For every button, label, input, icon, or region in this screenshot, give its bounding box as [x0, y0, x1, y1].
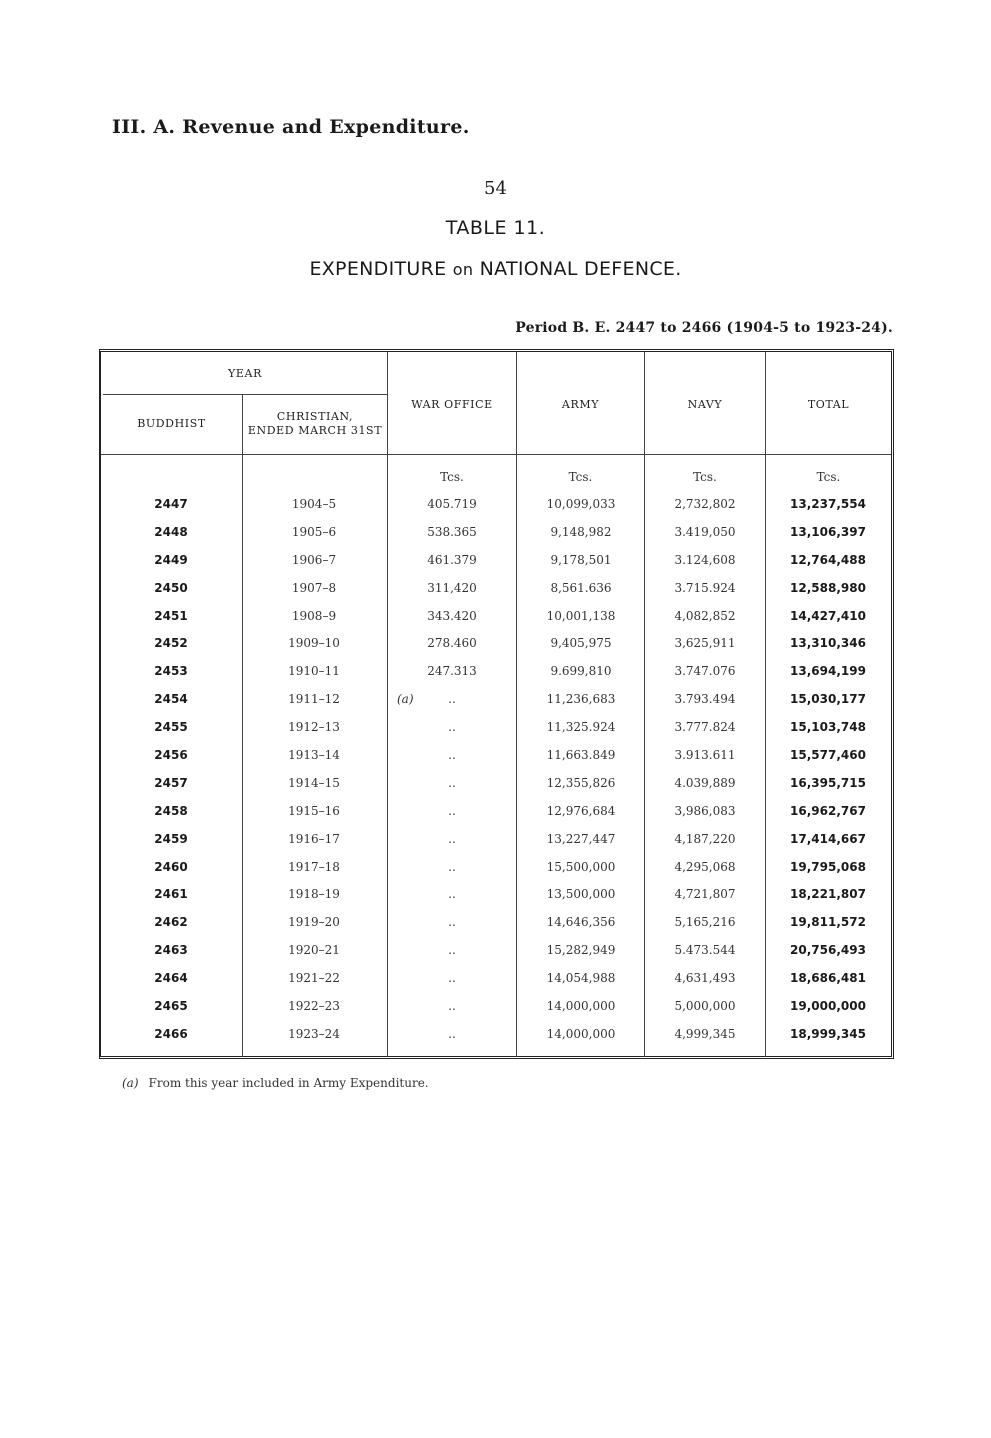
table-row: [101, 965, 891, 993]
cell-navy: 4,187,220: [674, 831, 736, 846]
table-row: [101, 909, 891, 937]
cell-navy: 3.124,608: [674, 552, 736, 567]
cell-navy: 3.777.824: [674, 720, 736, 735]
cell-navy: 3,625,911: [674, 636, 736, 651]
cell-navy: 4,295,068: [674, 859, 736, 874]
cell-navy: 3,986,083: [674, 803, 736, 818]
cell-buddhist: 2455: [154, 720, 188, 735]
cell-war-office: ..: [448, 720, 456, 735]
cell-war-office: ..: [448, 1026, 456, 1041]
table-row: [101, 798, 891, 826]
cell-total: 19,795,068: [790, 859, 866, 874]
cell-war-office: ..: [448, 748, 456, 763]
cell-navy: 4,721,807: [674, 887, 736, 902]
header-total: TOTAL: [807, 398, 850, 411]
cell-army: 10,001,138: [546, 608, 616, 623]
cell-buddhist: 2451: [154, 608, 188, 623]
cell-christian: 1916–17: [288, 831, 340, 846]
cell-navy: 4,082,852: [674, 608, 736, 623]
cell-war-office: ..: [448, 803, 456, 818]
footnote: [122, 1076, 429, 1090]
table-row: [101, 630, 891, 658]
cell-total: 14,427,410: [790, 608, 866, 623]
cell-war-office: 461.379: [427, 552, 477, 567]
cell-army: 13,227,447: [546, 831, 616, 846]
cell-army: 14,000,000: [546, 999, 616, 1014]
cell-buddhist: 2465: [154, 999, 188, 1014]
cell-total: 13,237,554: [790, 497, 866, 511]
cell-navy: 3.747.076: [674, 664, 736, 679]
cell-total: 16,395,715: [790, 775, 866, 790]
table-row: [101, 547, 891, 575]
cell-war-office: ..: [448, 831, 456, 846]
cell-war-office: ..: [448, 859, 456, 874]
cell-total: 18,221,807: [790, 887, 866, 902]
subtitle-part-1: EXPENDITURE: [309, 258, 447, 280]
cell-buddhist: 2456: [154, 748, 188, 763]
cell-total: 15,030,177: [790, 692, 866, 707]
table-row: [101, 742, 891, 770]
cell-total: 13,310,346: [790, 636, 866, 651]
cell-total: 13,106,397: [790, 524, 866, 539]
header-year: YEAR: [228, 367, 262, 380]
cell-army: 14,000,000: [546, 1026, 616, 1041]
cell-buddhist: 2449: [154, 552, 188, 567]
cell-war-office: 405.719: [427, 497, 477, 511]
table-row: [101, 770, 891, 798]
table-row: [101, 658, 891, 686]
cell-war-office: ..: [448, 943, 456, 958]
cell-navy: 3.715.924: [674, 580, 736, 595]
period-caption: Period B. E. 2447 to 2466 (1904-5 to 1923-24).: [515, 320, 893, 336]
section-heading: III. A. Revenue and Expenditure.: [112, 116, 470, 138]
cell-buddhist: 2452: [154, 636, 188, 651]
cell-army: 11,325.924: [546, 720, 616, 735]
header-christian-line2: ENDED MARCH 31ST: [247, 424, 383, 437]
cell-war-office: ..: [448, 999, 456, 1014]
cell-navy: 5,165,216: [674, 915, 736, 930]
cell-war-office: ..: [448, 971, 456, 986]
table-row: [101, 491, 891, 519]
table-row: [101, 686, 891, 714]
cell-army: 14,054,988: [546, 971, 616, 986]
cell-christian: 1906–7: [291, 552, 337, 567]
cell-christian: 1920–21: [288, 943, 340, 958]
cell-buddhist: 2463: [154, 943, 188, 958]
cell-buddhist: 2459: [154, 831, 188, 846]
cell-buddhist: 2464: [154, 971, 188, 986]
cell-buddhist: 2457: [154, 775, 188, 790]
header-buddhist: BUDDHIST: [137, 417, 206, 430]
cell-christian: 1917–18: [288, 859, 340, 874]
page-number: 54: [484, 178, 507, 199]
cell-army: 15,282,949: [546, 943, 616, 958]
cell-christian: 1921–22: [288, 971, 340, 986]
unit-total: Tcs.: [816, 470, 841, 484]
cell-navy: 3.419,050: [674, 524, 736, 539]
cell-buddhist: 2448: [154, 524, 188, 539]
cell-army: 12,355,826: [546, 775, 616, 790]
unit-army: Tcs.: [568, 470, 593, 484]
rule-year-group: [103, 394, 387, 395]
cell-total: 12,764,488: [790, 552, 866, 567]
cell-christian: 1905–6: [291, 524, 337, 539]
table-row: [101, 603, 891, 631]
table-row: [101, 881, 891, 909]
cell-christian: 1914–15: [288, 775, 340, 790]
cell-buddhist: 2466: [154, 1026, 188, 1041]
cell-army: 9.699,810: [550, 664, 612, 679]
table-row: [101, 575, 891, 603]
cell-war-office: 538.365: [427, 524, 477, 539]
cell-navy: 3.913.611: [674, 748, 736, 763]
subtitle-part-2: on: [452, 260, 474, 279]
cell-christian: 1904–5: [291, 497, 337, 511]
header-christian-line1: CHRISTIAN,: [276, 410, 354, 423]
rule-header-bottom: [101, 454, 891, 455]
cell-army: 9,405,975: [550, 636, 612, 651]
cell-christian: 1911–12: [288, 692, 340, 707]
cell-army: 14,646,356: [546, 915, 616, 930]
table-row: [101, 993, 891, 1021]
cell-army: 13,500,000: [546, 887, 616, 902]
cell-christian: 1908–9: [291, 608, 337, 623]
cell-christian: 1922–23: [288, 999, 340, 1014]
unit-navy: Tcs.: [693, 470, 717, 484]
unit-war-office: Tcs.: [440, 470, 464, 484]
cell-total: 15,103,748: [790, 720, 866, 735]
table-row: [101, 519, 891, 547]
cell-total: 18,686,481: [790, 971, 866, 986]
header-army: ARMY: [561, 398, 600, 411]
cell-buddhist: 2460: [154, 859, 188, 874]
cell-buddhist: 2462: [154, 915, 188, 930]
cell-army: 9,148,982: [550, 524, 612, 539]
cell-christian: 1915–16: [288, 803, 340, 818]
table-row: [101, 1021, 891, 1049]
cell-total: 18,999,345: [790, 1026, 866, 1041]
cell-christian: 1918–19: [288, 887, 340, 902]
cell-total: 19,000,000: [790, 999, 866, 1014]
cell-total: 19,811,572: [790, 915, 866, 930]
cell-navy: 4.039,889: [674, 775, 736, 790]
note-marker: (a): [397, 692, 414, 707]
cell-navy: 5,000,000: [674, 999, 736, 1014]
cell-navy: 2,732,802: [674, 497, 736, 511]
cell-christian: 1907–8: [291, 580, 337, 595]
cell-navy: 3.793.494: [674, 692, 736, 707]
cell-war-office: 343.420: [427, 608, 477, 623]
table-row: [101, 714, 891, 742]
table-row: [101, 937, 891, 965]
header-navy: NAVY: [687, 398, 723, 411]
footnote-text: From this year included in Army Expenditure.: [148, 1076, 429, 1090]
cell-buddhist: 2447: [154, 497, 188, 511]
cell-christian: 1910–11: [288, 664, 340, 679]
table-row: [101, 826, 891, 854]
cell-navy: 4,631,493: [674, 971, 736, 986]
cell-total: 13,694,199: [790, 664, 866, 679]
table-body: [101, 491, 891, 1049]
table-subtitle: [0, 258, 991, 280]
cell-christian: 1912–13: [288, 720, 340, 735]
cell-navy: 5.473.544: [674, 943, 736, 958]
cell-total: 20,756,493: [790, 943, 866, 958]
cell-christian: 1923–24: [288, 1026, 340, 1041]
cell-total: 12,588,980: [790, 580, 866, 595]
cell-total: 17,414,667: [790, 831, 866, 846]
cell-army: 8,561.636: [550, 580, 612, 595]
cell-christian: 1919–20: [288, 915, 340, 930]
cell-war-office: 247.313: [427, 664, 477, 679]
cell-war-office: 278.460: [427, 636, 477, 651]
cell-war-office: ..: [448, 692, 456, 707]
table-title: TABLE 11.: [445, 217, 546, 239]
cell-army: 11,236,683: [546, 692, 616, 707]
header-christian: [243, 410, 387, 438]
cell-navy: 4,999,345: [674, 1026, 736, 1041]
cell-buddhist: 2454: [154, 692, 188, 707]
table-row: [101, 854, 891, 882]
cell-buddhist: 2450: [154, 580, 188, 595]
cell-buddhist: 2458: [154, 803, 188, 818]
cell-christian: 1913–14: [288, 748, 340, 763]
subtitle-part-3: NATIONAL DEFENCE.: [479, 258, 682, 280]
cell-buddhist: 2453: [154, 664, 188, 679]
cell-army: 9,178,501: [550, 552, 612, 567]
cell-total: 15,577,460: [790, 748, 866, 763]
cell-total: 16,962,767: [790, 803, 866, 818]
header-war-office: WAR OFFICE: [411, 398, 493, 411]
cell-war-office: ..: [448, 915, 456, 930]
cell-war-office: 311,420: [427, 580, 477, 595]
cell-christian: 1909–10: [288, 636, 340, 651]
cell-war-office: ..: [448, 887, 456, 902]
cell-army: 11,663.849: [546, 748, 616, 763]
cell-army: 15,500,000: [546, 859, 616, 874]
cell-war-office: ..: [448, 775, 456, 790]
cell-army: 12,976,684: [546, 803, 616, 818]
footnote-mark: (a): [122, 1076, 139, 1090]
cell-army: 10,099,033: [546, 497, 616, 511]
cell-buddhist: 2461: [154, 887, 188, 902]
